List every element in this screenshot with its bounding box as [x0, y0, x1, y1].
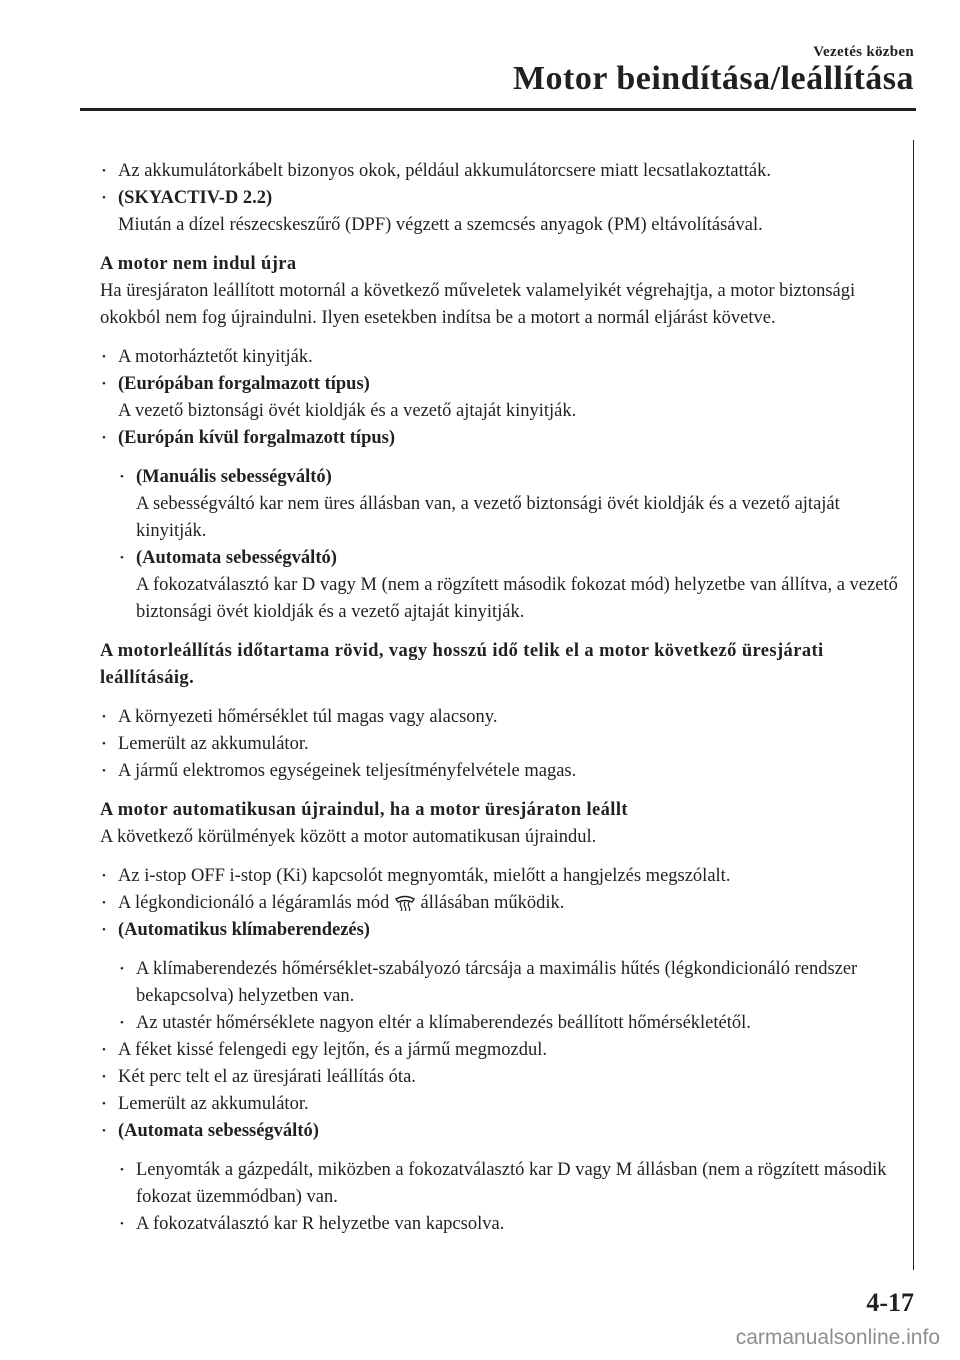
- side-rule: [913, 140, 914, 1270]
- list-item: • Az i-stop OFF i-stop (Ki) kapcsolót megnyomták, mielőtt a hangjelzés megszólalt.: [100, 863, 900, 890]
- list-item: • Az akkumulátorkábelt bizonyos okok, például akkumulátorcsere miatt lecsatlakoztatták.: [100, 158, 900, 185]
- list-item: • (Európában forgalmazott típus) A vezető biztonsági övét kioldják és a vezető ajtaját kinyitják.: [100, 371, 900, 425]
- list-item: • (Automata sebességváltó): [100, 1118, 900, 1145]
- watermark: carmanualsonline.info: [735, 1326, 940, 1349]
- windshield-defroster-icon: [394, 893, 416, 911]
- section-heading: A motor nem indul újra: [100, 254, 297, 274]
- list-item: • A légkondicionáló a légáramlás mód állásában működik.: [100, 890, 900, 917]
- page-number: 4-17: [866, 1288, 914, 1317]
- list-item: • A féket kissé felengedi egy lejtőn, és a jármű megmozdul.: [100, 1037, 900, 1064]
- list-item: • (Európán kívül forgalmazott típus): [100, 425, 900, 452]
- list-item: • (Automata sebességváltó) A fokozatválasztó kar D vagy M (nem a rögzített második fokozat mód) helyzetbe van állítva, a vezető biztonsági övét kioldják és a vezető ajtaját kinyitják.: [118, 545, 900, 626]
- section-label: Vezetés közben: [813, 44, 914, 60]
- list-item: • Lemerült az akkumulátor.: [100, 731, 900, 758]
- list-item: • (Automatikus klímaberendezés): [100, 917, 900, 944]
- list-item: • (SKYACTIV-D 2.2) Miután a dízel részecskeszűrő (DPF) végzett a szemcsés anyagok (PM) eltávolításával.: [100, 185, 900, 239]
- page-content: [100, 158, 900, 1238]
- list-item: • A motorháztetőt kinyitják.: [100, 344, 900, 371]
- list-item: • Két perc telt el az üresjárati leállítás óta.: [100, 1064, 900, 1091]
- section-heading: A motor automatikusan újraindul, ha a motor üresjáraton leállt: [100, 800, 628, 820]
- list-item: • Lenyomták a gázpedált, miközben a fokozatválasztó kar D vagy M állásban (nem a rögzített második fokozat üzemmódban) van.: [118, 1157, 900, 1211]
- list-item: • A klímaberendezés hőmérséklet-szabályozó tárcsája a maximális hűtés (légkondicionáló rendszer bekapcsolva) helyzetben van.: [118, 956, 900, 1010]
- paragraph: Ha üresjáraton leállított motornál a következő műveletek valamelyikét végrehajtja, a motor biztonsági okokból nem fog újraindulni. Ilyen esetekben indítsa be a motort a normál eljárást követve.: [100, 281, 856, 328]
- list-item: • Lemerült az akkumulátor.: [100, 1091, 900, 1118]
- list-item: • Az utastér hőmérséklete nagyon eltér a klímaberendezés beállított hőmérsékletétől.: [118, 1010, 900, 1037]
- page-title: Motor beindítása/leállítása: [512, 60, 914, 97]
- list-item: • A jármű elektromos egységeinek teljesítményfelvétele magas.: [100, 758, 900, 785]
- list-item: • A fokozatválasztó kar R helyzetbe van kapcsolva.: [118, 1211, 900, 1238]
- section-heading: A motorleállítás időtartama rövid, vagy hosszú idő telik el a motor következő üresjárati leállításáig.: [100, 641, 824, 688]
- list-item: • A környezeti hőmérséklet túl magas vagy alacsony.: [100, 704, 900, 731]
- header-divider: [80, 108, 916, 111]
- list-item: • (Manuális sebességváltó) A sebességváltó kar nem üres állásban van, a vezető biztonsági övét kioldják és a vezető ajtaját kinyitják.: [118, 464, 900, 545]
- paragraph: A következő körülmények között a motor automatikusan újraindul.: [100, 827, 597, 847]
